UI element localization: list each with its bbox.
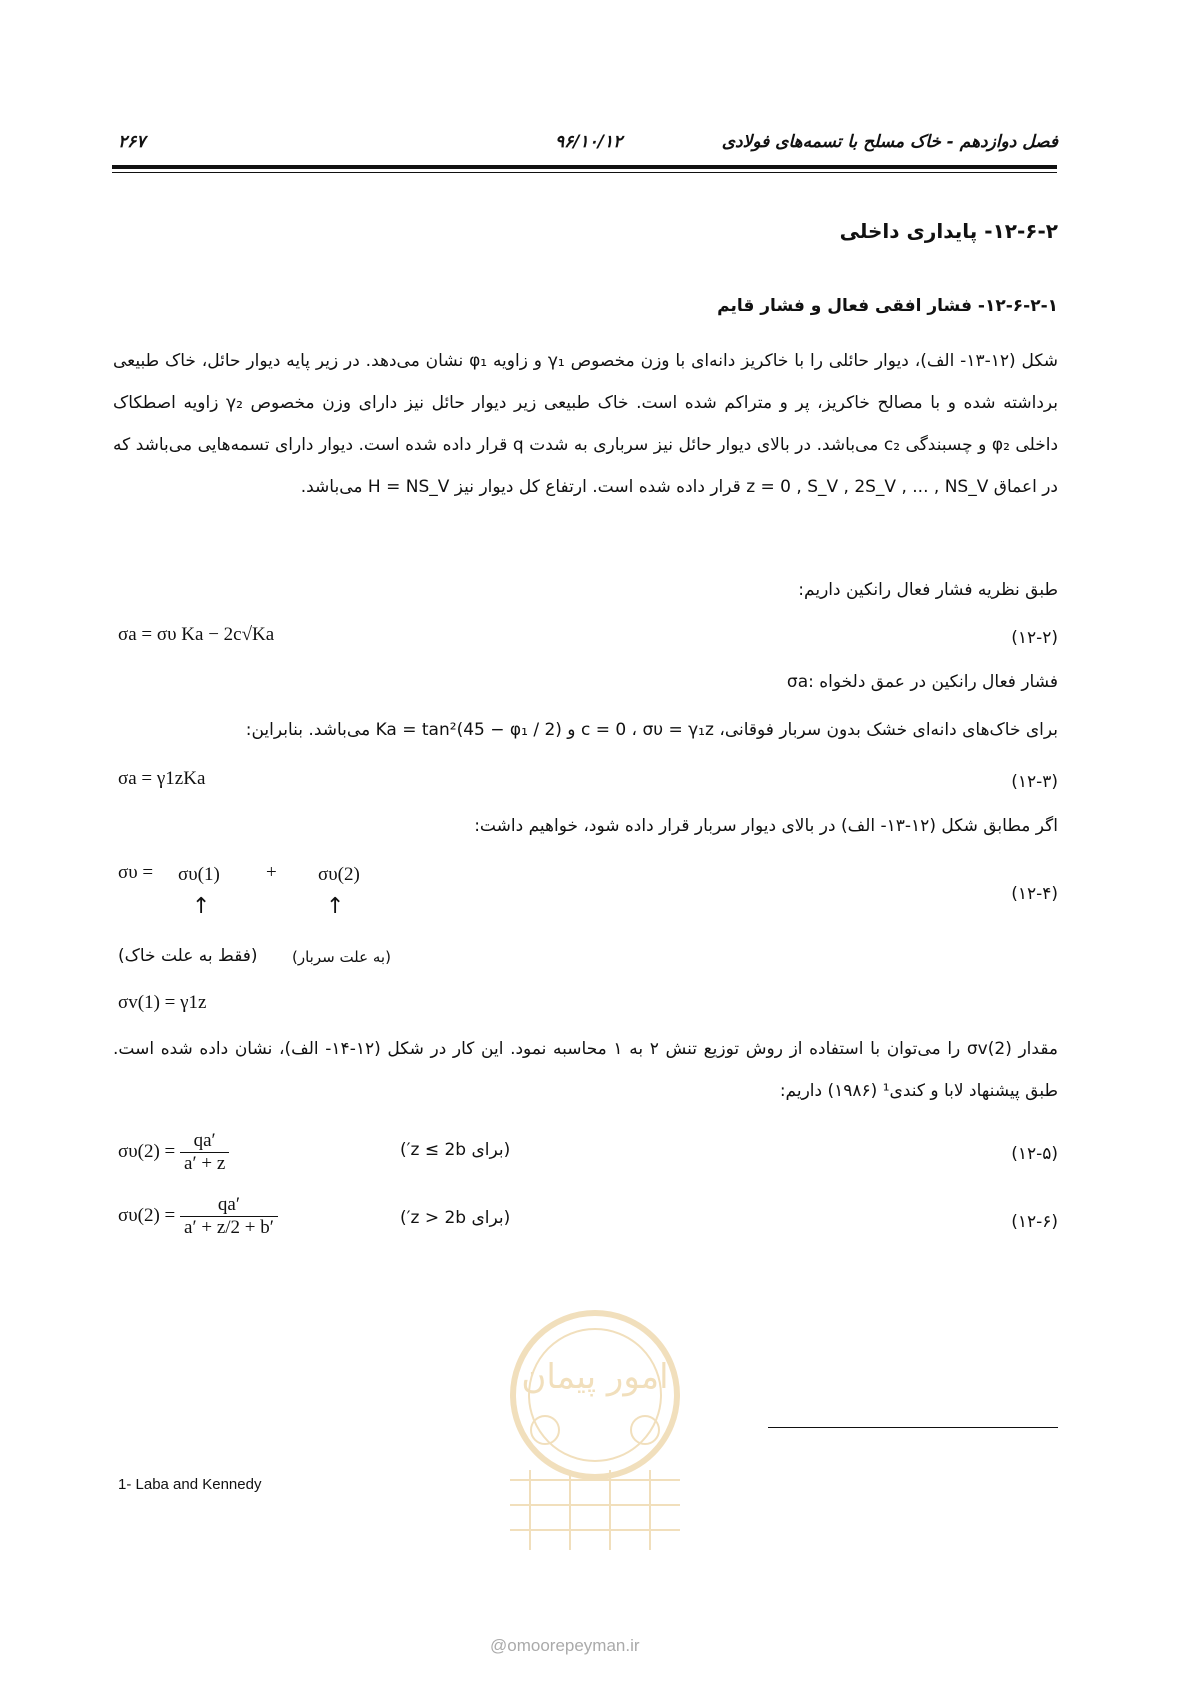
- equation-5-number: (۱۲-۵): [1011, 1144, 1058, 1164]
- equation-6-denominator: a′ + z/2 + b′: [184, 1217, 274, 1238]
- equation-4-number: (۱۲-۴): [1011, 884, 1058, 904]
- equation-2: σa = συ Ka − 2c√Ka: [118, 624, 275, 645]
- equation-5: [118, 1130, 229, 1175]
- section-title: ۱۲-۶-۲- پایداری داخلی: [839, 219, 1058, 243]
- equation-6-numerator: qa′: [180, 1194, 278, 1217]
- footnote: 1- Laba and Kennedy: [118, 1476, 262, 1493]
- equation-4-label-soil: (فقط به علت خاک): [118, 946, 258, 966]
- running-header-chapter: فصل دوازدهم - خاک مسلح با تسمه‌های فولادی: [721, 132, 1058, 152]
- watermark-logo: [480, 1300, 710, 1560]
- watermark-url: @omoorepeyman.ir: [490, 1636, 640, 1655]
- sigma-v1-equation: σv(1) = γ1z: [118, 992, 207, 1013]
- watermark-logo-text: امور پیمان: [521, 1357, 669, 1397]
- equation-6-lhs: συ(2) =: [118, 1204, 176, 1226]
- equation-6: [118, 1194, 278, 1239]
- surcharge-text: اگر مطابق شکل (۱۲-۱۳- الف) در بالای دیوار سربار قرار داده شود، خواهیم داشت:: [474, 816, 1058, 836]
- equation-6-fraction: [180, 1194, 278, 1239]
- equation-5-lhs: συ(2) =: [118, 1140, 176, 1162]
- equation-4-plus: +: [266, 862, 277, 883]
- equation-5-fraction: [180, 1130, 229, 1175]
- equation-4-arrow-1: ↑: [192, 894, 211, 919]
- subsection-title: ۱۲-۶-۲-۱- فشار افقی فعال و فشار قایم: [717, 296, 1058, 316]
- equation-6-condition: (برای z > 2b′): [400, 1208, 511, 1228]
- sigma-a-definition: σa: فشار فعال رانکین در عمق دلخواه: [786, 672, 1058, 692]
- equation-5-condition: (برای z ≤ 2b′): [400, 1140, 511, 1160]
- watermark-seal-icon: [480, 1300, 710, 1560]
- paragraph-wall-description: شکل (۱۲-۱۳- الف)، دیوار حائلی را با خاکریز دانه‌ای با وزن مخصوص γ₁ و زاویه φ₁ نشان می‌دهد. در زیر پایه دیوار حائل، خاک طبیعی برداشته شده و با مصالح خاکریز، پر و متراکم شده است. خاک طبیعی زیر دیوار حائل نیز دارای وزن مخصوص γ₂ زاویه اصطکاک داخلی φ₂ و چسبندگی c₂ می‌باشد. در بالای دیوار حائل نیز سرباری به شدت q قرار داده شده است. دیوار دارای تسمه‌هایی می‌باشد که در اعماق z = 0 , S_V , 2S_V , ... , NS_V قرار داده شده است. ارتفاع کل دیوار نیز H = NS_V می‌باشد.: [113, 351, 1059, 497]
- equation-4-term1: συ(1): [178, 864, 220, 885]
- paragraph-stress-distribution: مقدار σv(2) را می‌توان با استفاده از روش توزیع تنش ۲ به ۱ محاسبه نمود. این کار در شکل (۱۲-۱۴- الف)، نشان داده شده است. طبق پیشنهاد لابا و کندی¹ (۱۹۸۶) داریم:: [113, 1039, 1059, 1101]
- equation-5-denominator: a′ + z: [184, 1153, 226, 1174]
- equation-5-numerator: qa′: [180, 1130, 229, 1153]
- rankine-intro: طبق نظریه فشار فعال رانکین داریم:: [798, 580, 1058, 600]
- equation-3: σa = γ1zKa: [118, 768, 206, 789]
- dry-soil-text: برای خاک‌های دانه‌ای خشک بدون سربار فوقانی، c = 0 ، συ = γ₁z و Ka = tan²(45 − φ₁ / 2) می‌باشد. بنابراین:: [245, 720, 1058, 740]
- equation-2-number: (۱۲-۲): [1011, 628, 1058, 648]
- running-header-date: ۹۶/۱۰/۱۲: [555, 132, 623, 152]
- header-rule-thin: [112, 172, 1057, 173]
- equation-6-number: (۱۲-۶): [1011, 1212, 1058, 1232]
- equation-4-lhs: συ =: [118, 862, 154, 883]
- header-rule-thick: [112, 165, 1057, 169]
- equation-4-label-surcharge: (به علت سربار): [292, 948, 391, 966]
- page-number: ۲۶۷: [118, 132, 146, 152]
- equation-3-number: (۱۲-۳): [1011, 772, 1058, 792]
- equation-4-term2: συ(2): [318, 864, 360, 885]
- footnote-rule: [768, 1427, 1058, 1428]
- equation-4-arrow-2: ↑: [326, 894, 345, 919]
